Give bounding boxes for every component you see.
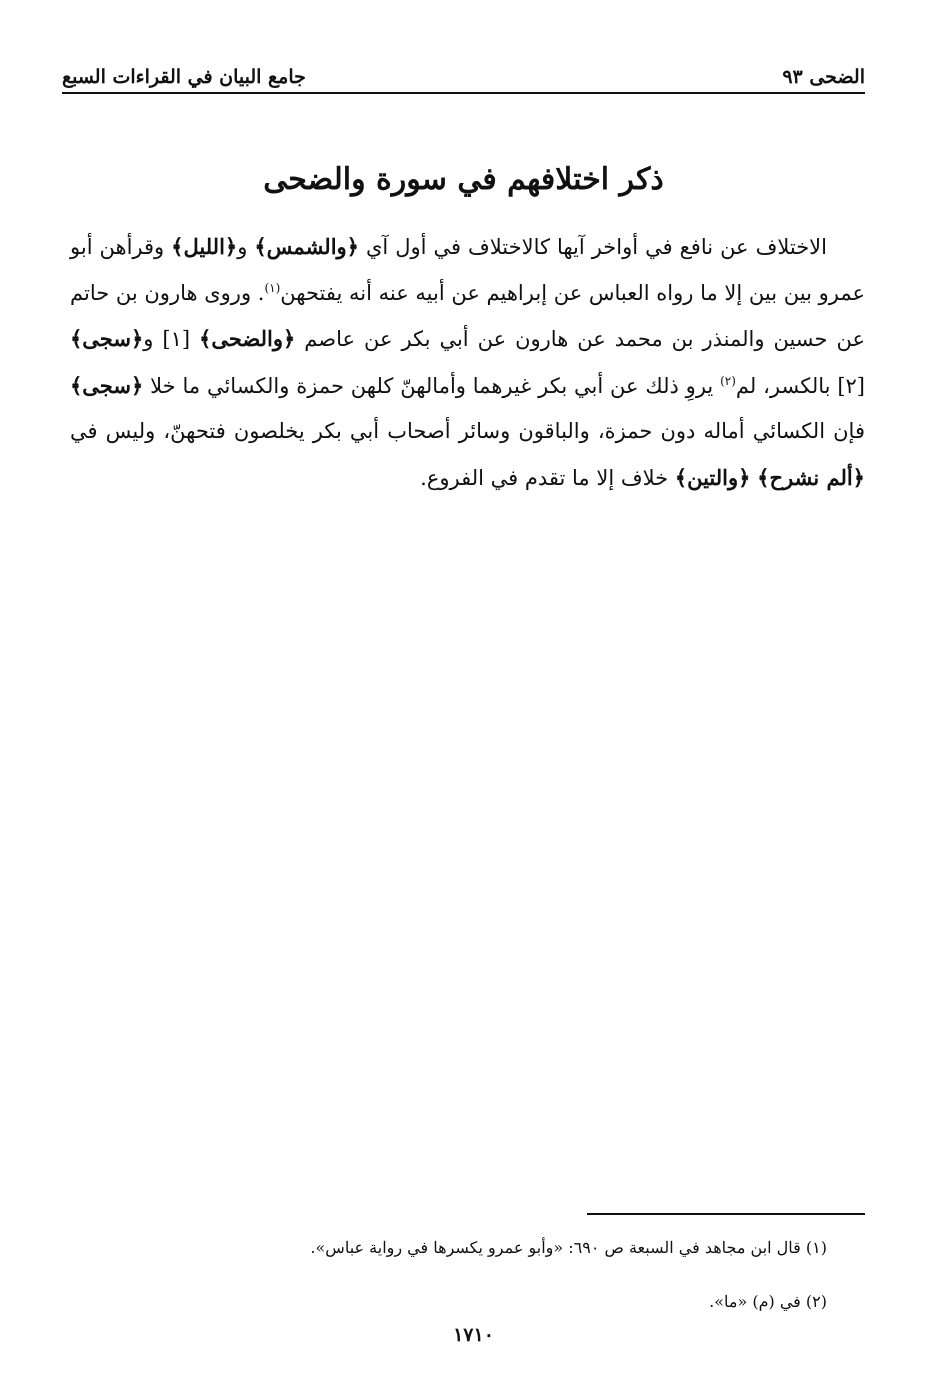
quranic-quote: ﴿والضحى﴾ bbox=[199, 326, 296, 351]
body-text-run: فإن الكسائي أماله دون حمزة، والباقون وسائر أصحاب أبي بكر يخلصون فتحهنّ، وليس في bbox=[70, 419, 865, 443]
body-text-run: [٢] بالكسر، لم bbox=[735, 373, 865, 398]
quranic-quote: ﴿سجى﴾ bbox=[70, 326, 144, 351]
body-paragraph bbox=[70, 224, 865, 501]
quranic-quote: ﴿سجى﴾ bbox=[70, 372, 144, 398]
body-text-run: خلاف إلا ما تقدم في الفروع. bbox=[420, 465, 675, 490]
running-header bbox=[62, 58, 865, 94]
quranic-quote: ﴿ألم نشرح﴾ bbox=[757, 464, 865, 490]
body-text-run: الاختلاف عن نافع في أواخر آيها كالاختلاف في أول آي bbox=[359, 235, 827, 259]
footnote-2: (٢) في (م) «ما». bbox=[709, 1292, 827, 1311]
body-text-run: و bbox=[237, 235, 255, 259]
quranic-quote: ﴿والتين﴾ bbox=[674, 464, 751, 490]
quranic-quote: ﴿الليل﴾ bbox=[171, 234, 238, 259]
body-text-run: . وروى هارون بن حاتم عن حسين والمنذر بن محمد عن هارون عن أبي بكر عن عاصم bbox=[70, 280, 865, 351]
header-surah-label: الضحى ٩٣ bbox=[782, 66, 865, 88]
quranic-quote: ﴿والشمس﴾ bbox=[254, 234, 359, 259]
body-text-run: وقرأهن أبو عمرو بين بين إلا ما رواه العباس عن إبراهيم عن أبيه عنه أنه يفتحهن bbox=[70, 235, 865, 305]
header-book-title: جامع البيان في القراءات السبع bbox=[62, 66, 306, 88]
section-title: ذكر اختلافهم في سورة والضحى bbox=[263, 162, 664, 197]
footnote-ref-1[interactable]: (١) bbox=[264, 280, 281, 295]
body-text-run: يروِ ذلك عن أبي بكر غيرهما وأمالهنّ كلهن حمزة والكسائي ما خلا bbox=[143, 373, 721, 398]
body-text-run: [١] و bbox=[143, 327, 200, 351]
footnote-1: (١) قال ابن مجاهد في السبعة ص ٦٩٠: «وأبو عمرو يكسرها في رواية عباس». bbox=[310, 1238, 827, 1257]
footnote-divider bbox=[587, 1213, 865, 1215]
page-number: ١٧١٠ bbox=[453, 1324, 494, 1346]
footnote-ref-2[interactable]: (٢) bbox=[720, 373, 736, 388]
